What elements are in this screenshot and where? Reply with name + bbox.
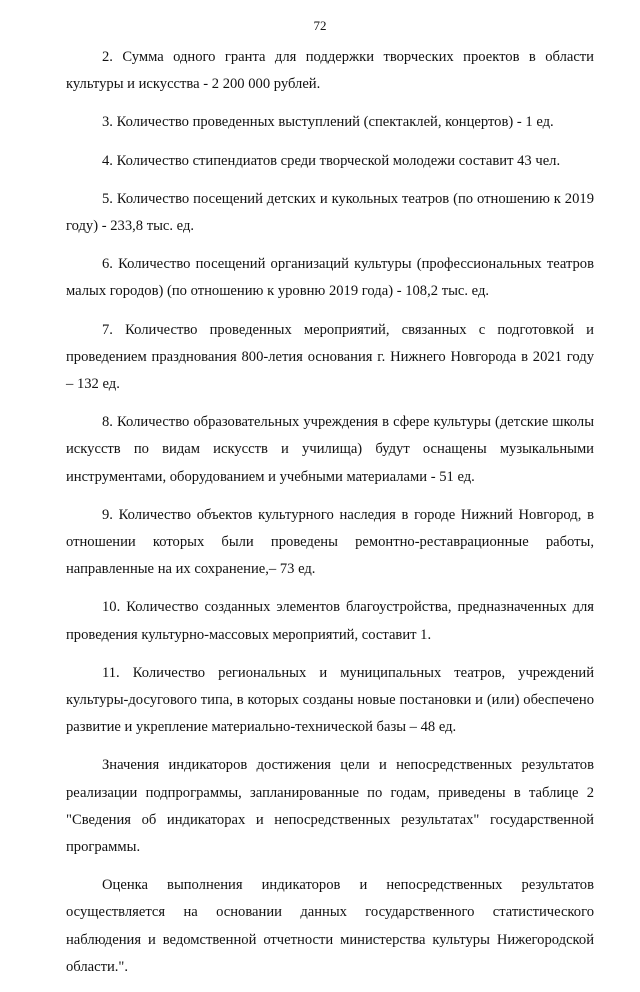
paragraph-item-7-anniversary-events: 7. Количество проведенных мероприятий, связанных с подготовкой и проведением празднования 800-летия основания г. Нижнего Новгорода в 2021 году – 132 ед. — [66, 321, 594, 393]
paragraph-item-5-children-theatres: 5. Количество посещений детских и кукольных театров (по отношению к 2019 году) - 233,8 тыс. ед. — [66, 190, 594, 235]
paragraph-item-3-performances: 3. Количество проведенных выступлений (спектаклей, концертов) - 1 ед. — [102, 114, 554, 131]
paragraph-item-8-schools-equipment: 8. Количество образовательных учреждения в сфере культуры (детские школы искусств по видам искусств и училища) будут оснащены музыкальными инструментами, оборудованием и учебными материалами - 51 ед. — [66, 414, 594, 485]
paragraph-item-6-culture-visits: 6. Количество посещений организаций культуры (профессиональных театров малых городов) (по отношению к уровню 2019 года) - 108,2 тыс. ед. — [66, 256, 594, 300]
paragraph-evaluation: Оценка выполнения индикаторов и непосредственных результатов осуществляется на основании данных государственного статистического наблюдения и ведомственной отчетности министерства культуры Нижегородской области.". — [66, 877, 594, 975]
paragraph-item-4-scholarships: 4. Количество стипендиатов среди творческой молодежи составит 43 чел. — [102, 152, 561, 169]
paragraph-item-9-heritage-objects: 9. Количество объектов культурного наследия в городе Нижний Новгород, в отношении которых были проведены ремонтно-реставрационные работы, направленные на их сохранение,– 73 ед. — [66, 506, 594, 578]
page-number: 72 — [313, 18, 327, 33]
paragraph-indicator-values: Значения индикаторов достижения цели и непосредственных результатов реализации подпрограммы, запланированные по годам, приведены в таблице 2 "Сведения об индикаторах и непосредственных результатах" государственной программы. — [66, 757, 594, 856]
paragraph-item-10-improvement-elements: 10. Количество созданных элементов благоустройства, предназначенных для проведения культурно-массовых мероприятий, составит 1. — [66, 599, 594, 643]
document-body — [66, 44, 594, 992]
paragraph-item-11-theatres-development: 11. Количество региональных и муниципальных театров, учреждений культуры-досугового типа, в которых созданы новые постановки и (или) обеспечено развитие и укрепление материально-технической базы – 48 ед. — [66, 664, 594, 736]
paragraph-item-2-grant-amount: 2. Сумма одного гранта для поддержки творческих проектов в области культуры и искусства - 2 200 000 рублей. — [66, 49, 594, 93]
